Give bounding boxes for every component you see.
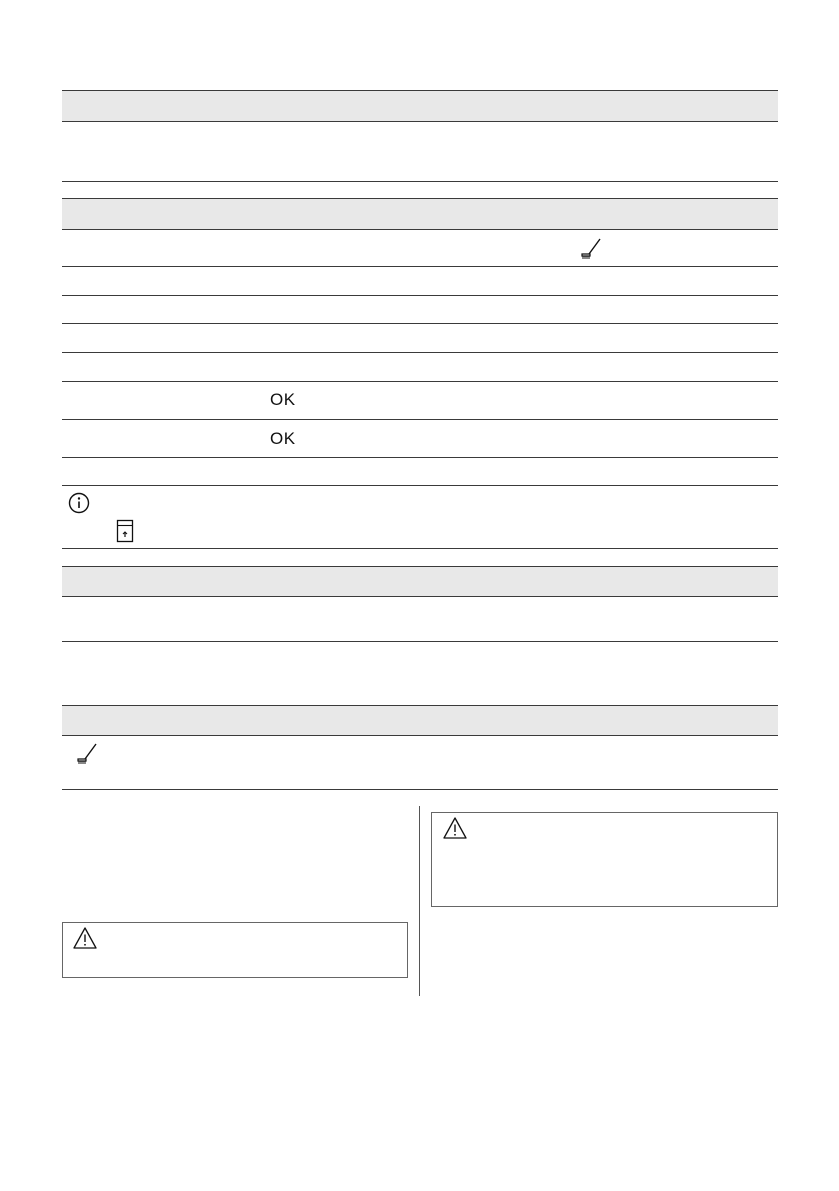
warning-icon	[442, 816, 468, 840]
warning-box	[431, 812, 778, 907]
ok-button-label: OK	[270, 429, 296, 448]
row-divider	[62, 181, 778, 182]
table-header-3	[62, 566, 778, 597]
door-lock-icon	[116, 519, 134, 543]
brush-icon	[74, 741, 100, 767]
row-divider	[62, 548, 778, 549]
warning-box	[62, 922, 408, 978]
row-divider	[62, 641, 778, 642]
row-divider	[62, 352, 778, 353]
row-divider	[62, 789, 778, 790]
row-divider	[62, 323, 778, 324]
row-divider	[62, 266, 778, 267]
row-divider	[62, 295, 778, 296]
row-divider	[62, 381, 778, 382]
brush-icon	[578, 236, 604, 262]
row-divider	[62, 457, 778, 458]
table-header-1	[62, 90, 778, 122]
column-divider	[419, 806, 420, 996]
row-divider	[62, 419, 778, 420]
info-icon	[67, 491, 91, 515]
table-header-4	[62, 705, 778, 736]
table-header-2	[62, 198, 778, 230]
ok-button-label: OK	[270, 390, 296, 409]
warning-icon	[72, 926, 98, 950]
row-divider	[62, 485, 778, 486]
